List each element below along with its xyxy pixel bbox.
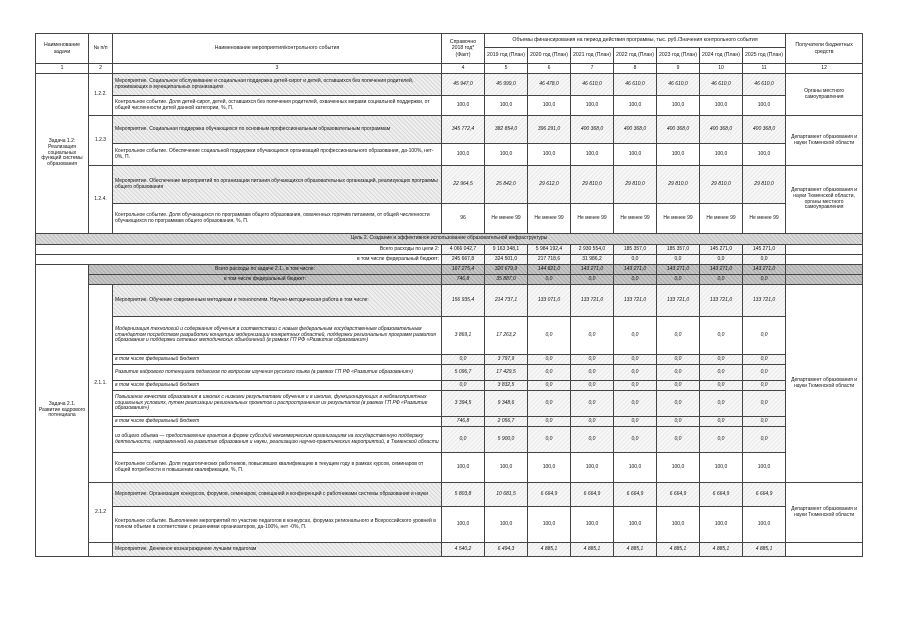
value-year: 100,0	[700, 96, 743, 116]
value-year: 100,0	[743, 144, 786, 166]
value-year: 0,0	[743, 317, 786, 355]
event-text: Мероприятие. Денежное вознаграждение лучшим педагогам	[113, 543, 442, 557]
table-body	[36, 74, 863, 557]
value-year: 0,0	[743, 275, 786, 285]
value-year: 4 885,1	[657, 543, 700, 557]
value-2018: 22 964,5	[442, 166, 485, 204]
value-year: 0,0	[700, 365, 743, 381]
value-year: 217 718,6	[528, 255, 571, 265]
value-year: 100,0	[657, 144, 700, 166]
value-year: 100,0	[614, 144, 657, 166]
value-year: 320 679,9	[485, 265, 528, 275]
value-year: 214 737,1	[485, 285, 528, 317]
event-text: Мероприятие. Обучение современным методикам и технологиям. Научно-методическая работа в том числе:	[113, 285, 442, 317]
value-year: 0,0	[614, 417, 657, 427]
event-text: Мероприятие. Социальное обслуживание и социальная поддержка детей-сирот и детей, оставшихся без попечения родителей, проживающих в муниципальных организациях	[113, 74, 442, 96]
value-year: 0,0	[528, 317, 571, 355]
value-year: 17 263,2	[485, 317, 528, 355]
task-federal-label: в том числе федеральный бюджет:	[89, 275, 442, 285]
value-year: 29 810,0	[657, 166, 700, 204]
value-year: 400 368,0	[657, 116, 700, 144]
value-year: 2 056,7	[485, 417, 528, 427]
value-year: 100,0	[528, 144, 571, 166]
value-year: 0,0	[614, 255, 657, 265]
value-year: 3 832,5	[485, 381, 528, 391]
program-funding-table	[35, 33, 863, 557]
task-cell-1-2: Задача 1.2: Реализация социальных функций системы образования	[36, 74, 89, 234]
column-index: 4	[442, 64, 485, 74]
budget-document	[35, 33, 863, 557]
value-year: 0,0	[571, 365, 614, 381]
value-year: 145 271,0	[743, 245, 786, 255]
value-year: 133 721,0	[657, 285, 700, 317]
value-year: 45 999,0	[485, 74, 528, 96]
value-year: 0,0	[614, 427, 657, 453]
value-year: 100,0	[657, 96, 700, 116]
value-year: Не менее 99	[614, 204, 657, 234]
column-index: 3	[113, 64, 442, 74]
value-year: 0,0	[743, 417, 786, 427]
value-year: Не менее 99	[657, 204, 700, 234]
value-year: 100,0	[485, 144, 528, 166]
value-year: 100,0	[614, 96, 657, 116]
value-year: 6 664,9	[614, 483, 657, 507]
value-year: 0,0	[657, 255, 700, 265]
value-year: 6 664,9	[657, 483, 700, 507]
federal-share-text: в том числе федеральный бюджет	[113, 417, 442, 427]
value-year: 0,0	[528, 381, 571, 391]
value-year: 46 610,0	[614, 74, 657, 96]
header-year: 2020 год (План)	[528, 48, 571, 64]
column-index: 6	[528, 64, 571, 74]
value-year: 0,0	[700, 255, 743, 265]
value-year: 0,0	[700, 427, 743, 453]
value-year: 0,0	[700, 317, 743, 355]
value-year: 0,0	[657, 417, 700, 427]
value-2018: 96	[442, 204, 485, 234]
value-year: 0,0	[571, 391, 614, 417]
value-year: 0,0	[700, 391, 743, 417]
event-number: 2.1.1.	[89, 285, 113, 483]
value-year: 10 681,5	[485, 483, 528, 507]
control-event-text: Контрольное событие. Обеспечение социальной поддержки обучающихся организаций профессионального образования, да-100%, нет- 0%, П.	[113, 144, 442, 166]
value-year: Не менее 99	[700, 204, 743, 234]
column-index: 2	[89, 64, 113, 74]
value-2018: 245 667,8	[442, 255, 485, 265]
value-year: 29 612,0	[528, 166, 571, 204]
value-year: 0,0	[657, 381, 700, 391]
value-year: 100,0	[571, 453, 614, 483]
value-year: 9 348,6	[485, 391, 528, 417]
value-year: 100,0	[700, 453, 743, 483]
header-year: 2023 год (План)	[657, 48, 700, 64]
header-year: 2022 год (План)	[614, 48, 657, 64]
value-year: 0,0	[743, 355, 786, 365]
value-year: 46 478,0	[528, 74, 571, 96]
sub-event-text: из общего объема — предоставление грантов в форме субсидий некоммерческим организациям на государственную поддержку деятельности, направленной на развитие образования и науки, реализацию научно-практических мероприятий, в Тюменской области	[113, 427, 442, 453]
value-year: 400 368,0	[614, 116, 657, 144]
value-year: 100,0	[571, 96, 614, 116]
value-year: 0,0	[700, 417, 743, 427]
value-2018: 345 772,4	[442, 116, 485, 144]
value-2018: 167 275,4	[442, 265, 485, 275]
column-index: 9	[657, 64, 700, 74]
column-index: 1	[36, 64, 89, 74]
column-index: 12	[786, 64, 863, 74]
value-year: 100,0	[528, 96, 571, 116]
value-2018: 100,0	[442, 453, 485, 483]
value-year: 185 357,0	[657, 245, 700, 255]
value-year: 400 368,0	[571, 116, 614, 144]
value-year: 0,0	[743, 427, 786, 453]
value-year: 0,0	[571, 417, 614, 427]
recipient-cell: Департамент образования и науки Тюменской области	[786, 483, 863, 543]
value-year: 0,0	[528, 391, 571, 417]
value-year: 35 887,0	[485, 275, 528, 285]
value-year: 100,0	[528, 453, 571, 483]
federal-share-text: в том числе федеральный бюджет	[113, 355, 442, 365]
value-year: 4 885,1	[571, 543, 614, 557]
value-year: 0,0	[571, 427, 614, 453]
recipient-cell: Органы местного самоуправления	[786, 74, 863, 116]
value-year: 100,0	[614, 507, 657, 543]
sub-event-text: Модернизация технологий и содержания обучения в соответствии с новым федеральным государственным образовательным стандартом посредством разработки концепции модернизации конкретных областей, поддержки региональных программ развития образования и поддержки сетевых методических объединений (в рамках ГП РФ «Развитие образования»)	[113, 317, 442, 355]
value-year: 4 885,1	[743, 543, 786, 557]
sub-event-text: Повышение качества образования в школах с низкими результатами обучения и в школах, функционирующих в неблагоприятных социальных условиях, путем реализации региональных проектов и распространения их результатов (в рамках ГП РФ «Развитие образования»)	[113, 391, 442, 417]
value-year: 46 610,0	[700, 74, 743, 96]
column-index: 8	[614, 64, 657, 74]
value-year: 5 900,0	[485, 427, 528, 453]
value-2018: 3 869,1	[442, 317, 485, 355]
value-year: 0,0	[743, 365, 786, 381]
value-year: 100,0	[657, 507, 700, 543]
value-year: 4 885,1	[528, 543, 571, 557]
value-year: 0,0	[528, 355, 571, 365]
value-year: 3 797,9	[485, 355, 528, 365]
value-year: 133 721,0	[614, 285, 657, 317]
value-year: 143 271,0	[657, 265, 700, 275]
value-year: 9 163 348,1	[485, 245, 528, 255]
value-year: 143 271,0	[743, 265, 786, 275]
value-year: 382 854,0	[485, 116, 528, 144]
value-year: 0,0	[657, 391, 700, 417]
value-year: 100,0	[743, 507, 786, 543]
value-year: 0,0	[528, 275, 571, 285]
value-year: 6 664,9	[571, 483, 614, 507]
value-year: Не менее 99	[528, 204, 571, 234]
value-year: 25 842,0	[485, 166, 528, 204]
value-year: 6 664,9	[528, 483, 571, 507]
value-year: 2 930 554,0	[571, 245, 614, 255]
value-year: 0,0	[700, 355, 743, 365]
value-year: 100,0	[571, 144, 614, 166]
value-year: 0,0	[614, 317, 657, 355]
value-2018: 3 394,5	[442, 391, 485, 417]
value-year: 100,0	[657, 453, 700, 483]
column-index: 10	[700, 64, 743, 74]
header-recipients: Получатели бюджетных средств	[786, 34, 863, 64]
value-year: 0,0	[528, 427, 571, 453]
value-2018: 100,0	[442, 96, 485, 116]
value-year: 5 984 192,4	[528, 245, 571, 255]
header-funding-group: Объемы финансирования на период действия программы, тыс. руб./Значения контрольного события	[485, 34, 786, 48]
value-year: Не менее 99	[485, 204, 528, 234]
value-year: 100,0	[700, 507, 743, 543]
event-text: Мероприятие. Обеспечение мероприятий по организации питания обучающихся образовательных организаций, реализующих программы общего образования	[113, 166, 442, 204]
value-year: 185 357,0	[614, 245, 657, 255]
control-event-text: Контрольное событие. Доля педагогических работников, повысивших квалификацию в текущем году в рамках курсов, семинаров от общей потребности в повышении квалификации, %, П.	[113, 453, 442, 483]
header-year: 2019 год (План)	[485, 48, 528, 64]
value-year: 0,0	[528, 417, 571, 427]
value-year: 100,0	[743, 453, 786, 483]
value-year: 29 810,0	[614, 166, 657, 204]
value-year: 29 810,0	[700, 166, 743, 204]
value-year: 0,0	[657, 317, 700, 355]
value-year: 0,0	[614, 355, 657, 365]
column-index: 11	[743, 64, 786, 74]
value-year: 0,0	[571, 355, 614, 365]
header-task: Наименование задачи	[36, 34, 89, 64]
value-2018: 5 803,8	[442, 483, 485, 507]
value-year: 133 721,0	[700, 285, 743, 317]
header-year: 2024 год (План)	[700, 48, 743, 64]
value-year: 0,0	[614, 391, 657, 417]
value-year: 0,0	[657, 275, 700, 285]
value-year: 145 271,0	[700, 245, 743, 255]
value-year: 0,0	[657, 365, 700, 381]
value-year: 0,0	[571, 381, 614, 391]
value-year: 100,0	[485, 453, 528, 483]
value-year: 133 721,0	[743, 285, 786, 317]
header-event: Наименование мероприятия/контрольного события	[113, 34, 442, 64]
header-reference-2018: Справочно 2018 год* (Факт)	[442, 34, 485, 64]
value-year: 0,0	[657, 355, 700, 365]
event-number: 1.2.3	[89, 116, 113, 166]
value-2018: 0,0	[442, 355, 485, 365]
header-year: 2021 год (План)	[571, 48, 614, 64]
event-text: Мероприятие. Социальная поддержка обучающихся по основным профессиональным образовательным программам	[113, 116, 442, 144]
value-year: 0,0	[743, 255, 786, 265]
event-number: 1.2.2.	[89, 74, 113, 116]
recipient-cell: Департамент образования и науки Тюменской области	[786, 116, 863, 166]
value-2018: 0,0	[442, 381, 485, 391]
column-index: 5	[485, 64, 528, 74]
task-total-label: Всего расходы по задаче 2.1., в том числе:	[89, 265, 442, 275]
value-2018: 0,0	[442, 427, 485, 453]
header-index-row	[36, 64, 863, 74]
value-year: 100,0	[485, 507, 528, 543]
value-2018: 4 066 042,7	[442, 245, 485, 255]
value-year: Не менее 99	[571, 204, 614, 234]
value-year: 4 885,1	[700, 543, 743, 557]
federal-label: в том числе федеральный бюджет:	[36, 255, 442, 265]
value-2018: 100,0	[442, 507, 485, 543]
value-year: 100,0	[614, 453, 657, 483]
value-year: 0,0	[571, 275, 614, 285]
value-2018: 156 935,4	[442, 285, 485, 317]
value-year: 100,0	[700, 144, 743, 166]
value-year: 143 271,0	[700, 265, 743, 275]
value-year: 46 610,0	[571, 74, 614, 96]
event-number: 2.1.2	[89, 483, 113, 543]
value-year: 400 368,0	[743, 116, 786, 144]
value-2018: 4 540,2	[442, 543, 485, 557]
value-year: 133 721,0	[571, 285, 614, 317]
event-text: Мероприятие. Организация конкурсов, форумов, семинаров, совещаний и конференций с работниками системы образования и науки	[113, 483, 442, 507]
federal-share-text: в том числе федеральный бюджет	[113, 381, 442, 391]
value-year: 0,0	[700, 275, 743, 285]
value-2018: 746,8	[442, 417, 485, 427]
header-num: № п/п	[89, 34, 113, 64]
value-year: 6 494,3	[485, 543, 528, 557]
value-year: 143 271,0	[571, 265, 614, 275]
total-label: Всего расходы по цели 2:	[36, 245, 442, 255]
value-year: 0,0	[743, 391, 786, 417]
value-year: 100,0	[528, 507, 571, 543]
value-year: 0,0	[700, 381, 743, 391]
value-year: 0,0	[571, 317, 614, 355]
control-event-text: Контрольное событие. Доля детей-сирот, детей, оставшихся без попечения родителей, охваченных мерами социальной поддержки, от общей численности детей данной категории, %, П.	[113, 96, 442, 116]
value-year: 396 291,0	[528, 116, 571, 144]
value-2018: 45 947,0	[442, 74, 485, 96]
value-year: 4 885,1	[614, 543, 657, 557]
value-year: 31 986,2	[571, 255, 614, 265]
header-year: 2025 год (План)	[743, 48, 786, 64]
task-cell-2-1: Задача 2.1. Развитие кадрового потенциала	[36, 265, 89, 557]
value-year: 29 810,0	[571, 166, 614, 204]
value-year: 0,0	[614, 365, 657, 381]
goal-title: Цель 2. Создание и эффективное использование образовательной инфраструктуры	[36, 234, 863, 245]
value-year: 0,0	[743, 381, 786, 391]
value-2018: 746,8	[442, 275, 485, 285]
value-year: 0,0	[528, 365, 571, 381]
value-year: 46 610,0	[657, 74, 700, 96]
table-header	[36, 34, 863, 74]
recipient-cell: Департамент образования и науки Тюменской области	[786, 285, 863, 483]
value-year: Не менее 99	[743, 204, 786, 234]
value-2018: 100,0	[442, 144, 485, 166]
value-year: 400 368,0	[700, 116, 743, 144]
sub-event-text: Развитие кадрового потенциала педагогов по вопросам изучения русского языка (в рамках ГП РФ «Развитие образования»)	[113, 365, 442, 381]
value-year: 324 501,0	[485, 255, 528, 265]
value-year: 46 610,0	[743, 74, 786, 96]
event-number: 1.2.4.	[89, 166, 113, 234]
value-year: 6 664,9	[743, 483, 786, 507]
column-index: 7	[571, 64, 614, 74]
value-year: 143 271,0	[614, 265, 657, 275]
value-year: 0,0	[614, 381, 657, 391]
value-year: 17 429,5	[485, 365, 528, 381]
value-year: 29 810,0	[743, 166, 786, 204]
recipient-cell: Департамент образования и науки Тюменской области, органы местного самоуправления	[786, 166, 863, 234]
value-year: 133 071,0	[528, 285, 571, 317]
value-year: 100,0	[743, 96, 786, 116]
value-year: 100,0	[485, 96, 528, 116]
value-year: 100,0	[571, 507, 614, 543]
control-event-text: Контрольное событие. Доля обучающихся по программам общего образования, охваченных горячим питанием, от общей численности обучающихся по программам общего образования, %, П.	[113, 204, 442, 234]
value-year: 6 664,9	[700, 483, 743, 507]
control-event-text: Контрольное событие. Выполнение мероприятий по участию педагогов в конкурсах, форумах регионального и Всероссийского уровней в полном объеме в соответствии с решениями организаторов, да-100%, нет -0%, П.	[113, 507, 442, 543]
value-year: 0,0	[657, 427, 700, 453]
value-year: 144 821,0	[528, 265, 571, 275]
goal-row	[36, 234, 863, 245]
value-year: 0,0	[614, 275, 657, 285]
value-2018: 5 096,7	[442, 365, 485, 381]
